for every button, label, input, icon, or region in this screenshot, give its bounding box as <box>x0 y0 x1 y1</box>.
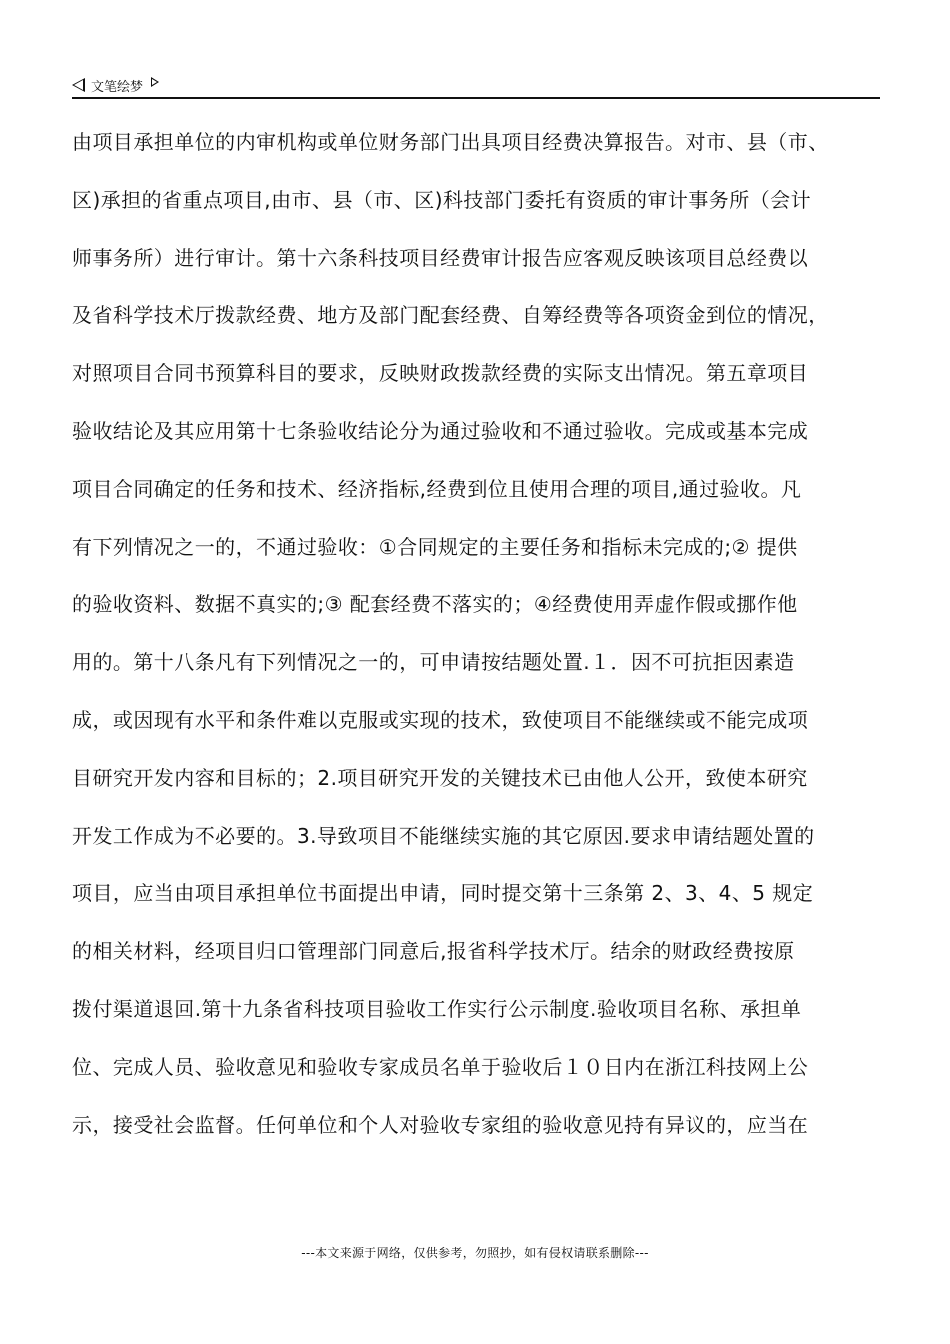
text-line: 对照项目合同书预算科目的要求，反映财政拨款经费的实际支出情况。第五章项目 <box>72 361 809 386</box>
text-line: 成，或因现有水平和条件难以克服或实现的技术，致使项目不能继续或不能完成项 <box>72 707 809 732</box>
header-divider <box>72 97 880 99</box>
text-line: 的验收资料、数据不真实的;③ 配套经费不落实的；④经费使用弄虚作假或挪作他 <box>72 592 798 617</box>
text-line: 项目，应当由项目承担单位书面提出申请，同时提交第十三条第 2、3、4、5 规定 <box>72 881 814 906</box>
triangle-left-icon <box>72 78 85 92</box>
text-line: 用的。第十八条凡有下列情况之一的，可申请按结题处置.１．因不可抗拒因素造 <box>72 650 795 675</box>
text-line: 由项目承担单位的内审机构或单位财务部门出具项目经费决算报告。对市、县（市、 <box>72 130 829 154</box>
text-line: 项目合同确定的任务和技术、经济指标,经费到位且使用合理的项目,通过验收。凡 <box>72 476 802 501</box>
text-line: 师事务所）进行审计。第十六条科技项目经费审计报告应客观反映该项目总经费以 <box>72 245 809 270</box>
text-line: 目研究开发内容和目标的；2.项目研究开发的关键技术已由他人公开，致使本研究 <box>72 765 808 790</box>
text-line: 拨付渠道退回.第十九条省科技项目验收工作实行公示制度.验收项目名称、承担单 <box>72 996 802 1021</box>
triangle-right-icon <box>151 77 159 87</box>
text-line: 有下列情况之一的，不通过验收：①合同规定的主要任务和指标未完成的;② 提供 <box>72 534 798 559</box>
text-line: 开发工作成为不必要的。3.导致项目不能继续实施的其它原因.要求申请结题处置的 <box>72 823 815 848</box>
text-line: 的相关材料，经项目归口管理部门同意后,报省科学技术厅。结余的财政经费按原 <box>72 939 795 964</box>
document-body <box>72 122 880 1162</box>
text-line: 示，接受社会监督。任何单位和个人对验收专家组的验收意见持有异议的，应当在 <box>72 1112 809 1137</box>
text-line: 区)承担的省重点项目,由市、县（市、区)科技部门委托有资质的审计事务所（会计 <box>72 187 812 212</box>
text-line: 位、完成人员、验收意见和验收专家成员名单于验收后１０日内在浙江科技网上公 <box>72 1054 809 1079</box>
text-line: 验收结论及其应用第十七条验收结论分为通过验收和不通过验收。完成或基本完成 <box>72 418 809 443</box>
page-header <box>72 74 880 96</box>
text-line: 及省科学技术厅拨款经费、地方及部门配套经费、自筹经费等各项资金到位的情况， <box>72 303 829 328</box>
footer-disclaimer: ---本文来源于网络，仅供参考，勿照抄，如有侵权请联系删除--- <box>301 1246 649 1260</box>
header-title: 文笔绘梦 <box>91 79 144 95</box>
